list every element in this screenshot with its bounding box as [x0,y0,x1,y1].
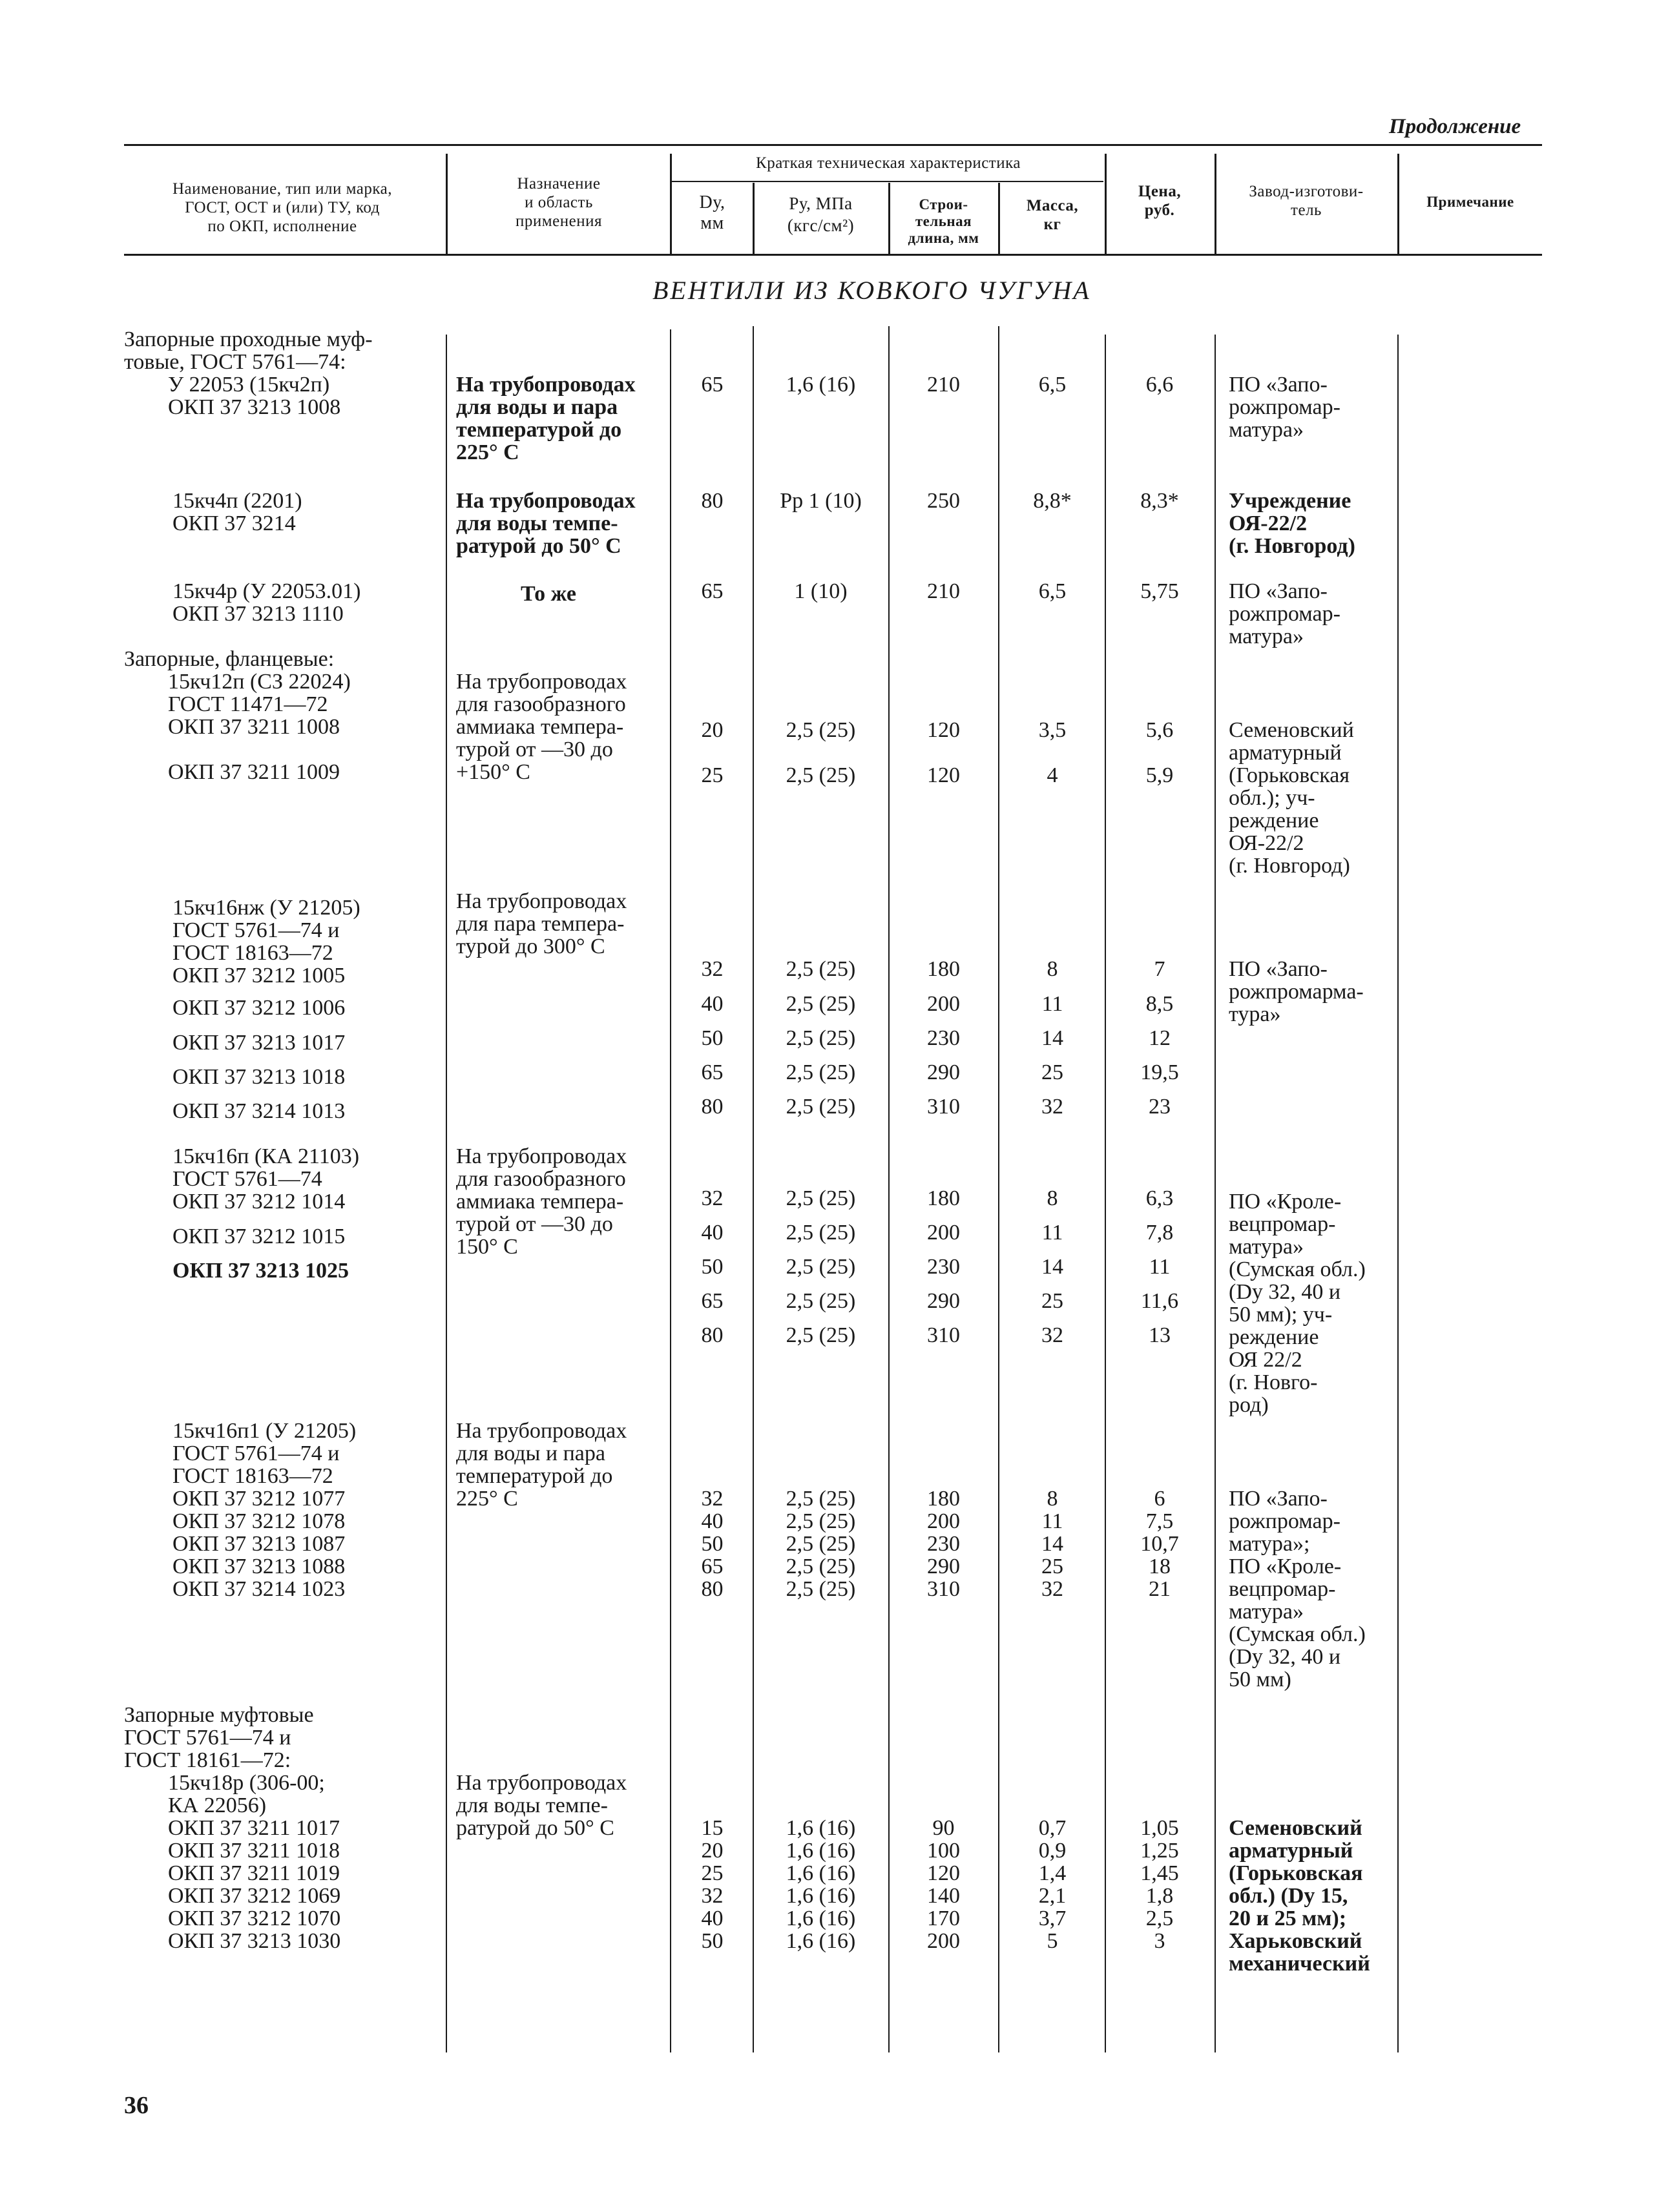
row-price: 8,5 [1145,992,1174,1016]
item-name: 15кч4р (У 22053.01) ОКП 37 3213 1110 [172,579,361,626]
header-dy: Dу, мм [699,192,725,233]
header-note: Примечание [1426,194,1514,210]
header-mass: Масса, кг [1026,197,1079,233]
row-length: 290 [927,1289,960,1313]
item-purpose: На трубопроводах для газообразного аммиака темпера- турой от —30 до +150° С [456,670,627,784]
header-top-rule [124,144,1542,146]
row-price: 6,3 [1145,1186,1174,1210]
item-price: 1,05 1,25 1,45 1,8 2,5 3 [1140,1816,1179,1953]
body-col-divider [998,326,999,2052]
row-price: 12 [1149,1026,1171,1050]
item-name: Запорные проходные муф- товые, ГОСТ 5761—74: У 22053 (15кч2п) ОКП 37 3213 1008 [124,327,373,419]
row-dy: 40 [701,1221,724,1245]
row-dy: 32 [701,1186,724,1210]
row-dy: 32 [701,957,724,981]
row-py: 2,5 (25) [786,1323,856,1347]
item-purpose: То же [521,582,576,606]
item-maker: ПО «Запо- рожпромар- матура»; ПО «Кроле- вецпромар- матура» (Сумская обл.) (Dу 32, 40 и 50 мм) [1229,1487,1366,1691]
row-dy: 40 [701,992,724,1016]
item-code: ОКП 37 3213 1018 [172,1065,346,1089]
row-length: 230 [927,1255,960,1279]
item-price: 5,6 5,9 [1145,718,1174,787]
section-title: ВЕНТИЛИ ИЗ КОВКОГО ЧУГУНА [652,276,1091,305]
continuation-label: Продолжение [1389,115,1521,138]
item-code: ОКП 37 3213 1025 [172,1259,349,1283]
row-mass: 32 [1041,1323,1063,1347]
item-length: 90 100 120 140 170 200 [927,1816,960,1953]
item-name: 15кч16п (КА 21103) ГОСТ 5761—74 ОКП 37 3212 1014 [172,1144,360,1214]
row-price: 7 [1154,957,1165,981]
row-dy: 50 [701,1255,724,1279]
item-code: ОКП 37 3212 1015 [172,1225,346,1248]
item-mass: 8 11 14 25 32 [1041,1487,1063,1601]
row-mass: 8 [1047,957,1058,981]
row-price: 7,8 [1145,1221,1174,1245]
row-length: 310 [927,1323,960,1347]
item-length: 250 [927,489,960,513]
row-py: 2,5 (25) [786,1060,856,1084]
row-dy: 80 [701,1323,724,1347]
row-dy: 65 [701,1060,724,1084]
item-purpose: На трубопроводах для пара темпера- турой до 300° С [456,889,627,958]
body-col-divider [1397,335,1399,2052]
item-name: 15кч4п (2201) ОКП 37 3214 [172,489,302,535]
item-py: 2,5 (25) 2,5 (25) 2,5 (25) 2,5 (25) 2,5 (25) [786,1487,856,1601]
row-dy: 80 [701,1095,724,1119]
header-tech: Краткая техническая характеристика [756,154,1021,172]
item-dy: 80 [701,489,724,513]
item-code: ОКП 37 3213 1017 [172,1031,346,1055]
header-py: Pу, МПа (кгс/см²) [787,194,855,235]
row-dy: 50 [701,1026,724,1050]
item-maker: ПО «Запо- рожпромар- матура» [1229,579,1340,648]
header-col-divider [446,154,448,254]
item-code: ОКП 37 3214 1013 [172,1099,346,1123]
row-mass: 8 [1047,1186,1058,1210]
row-price: 13 [1149,1323,1171,1347]
header-price: Цена, руб. [1138,183,1182,219]
row-length: 200 [927,1221,960,1245]
item-price: 6 7,5 10,7 18 21 [1140,1487,1179,1601]
item-dy: 65 [701,579,724,603]
row-py: 2,5 (25) [786,1289,856,1313]
item-dy: 15 20 25 32 40 50 [701,1816,724,1953]
item-purpose: На трубопроводах для воды темпе- ратурой до 50° С [456,489,636,558]
header-bottom-rule [124,254,1542,256]
item-name: Запорные муфтовые ГОСТ 5761—74 и ГОСТ 18161—72: 15кч18р (306-00; КА 22056) ОКП 37 3211 1017 ОКП 37 3211 1018 ОКП 37 3211 1019 ОКП 37 3212 1069 ОКП 37 3212 1070 ОКП 37 3213 1030 [124,1703,341,1953]
row-length: 180 [927,957,960,981]
item-py: 1 (10) [794,579,848,603]
item-maker: ПО «Кроле- вецпромар- матура» (Сумская обл.) (Dу 32, 40 и 50 мм); уч- реждение ОЯ 22/2 (г. Новго- род) [1229,1190,1366,1417]
row-price: 11,6 [1140,1289,1179,1313]
item-maker: Учреждение ОЯ-22/2 (г. Новгород) [1229,489,1355,558]
row-dy: 65 [701,1289,724,1313]
item-maker: ПО «Запо- рожпромарма- тура» [1229,957,1364,1026]
item-purpose: На трубопроводах для воды и пара температурой до 225° С [456,1419,627,1511]
row-py: 2,5 (25) [786,1221,856,1245]
body-col-divider [888,326,890,2052]
row-py: 2,5 (25) [786,1255,856,1279]
item-py: 1,6 (16) 1,6 (16) 1,6 (16) 1,6 (16) 1,6 (16) 1,6 (16) [786,1816,856,1953]
row-price: 11 [1149,1255,1171,1279]
item-length: 210 [927,579,960,603]
item-py: Pр 1 (10) [780,489,862,513]
item-name: 15кч16нж (У 21205) ГОСТ 5761—74 и ГОСТ 18163—72 ОКП 37 3212 1005 [172,896,360,987]
item-purpose: На трубопроводах для воды темпе- ратурой до 50° С [456,1771,627,1840]
row-py: 2,5 (25) [786,1186,856,1210]
item-dy: 20 25 [701,718,724,787]
item-length: 120 120 [927,718,960,787]
header-name: Наименование, тип или марка, ГОСТ, ОСТ и (или) ТУ, код по ОКП, исполнение [172,180,393,235]
header-maker: Завод-изготови- тель [1249,183,1364,219]
item-purpose: На трубопроводах для воды и пара температурой до 225° С [456,373,636,464]
row-length: 230 [927,1026,960,1050]
item-py: 1,6 (16) [786,373,856,397]
body-col-divider [670,329,671,2052]
tech-subheader-rule [672,181,1103,182]
header-length: Строи- тельная длина, мм [908,196,979,246]
row-mass: 25 [1041,1289,1063,1313]
item-maker: Семеновский арматурный (Горьковская обл.) (Dу 15, 20 и 25 мм); Харьковский механический [1229,1816,1370,1976]
row-length: 290 [927,1060,960,1084]
item-maker: ПО «Запо- рожпромар- матура» [1229,373,1340,442]
item-purpose: На трубопроводах для газообразного аммиака темпера- турой от —30 до 150° С [456,1144,627,1259]
item-name: 15кч16п1 (У 21205) ГОСТ 5761—74 и ГОСТ 18163—72 ОКП 37 3212 1077 ОКП 37 3212 1078 ОКП 37 3213 1087 ОКП 37 3213 1088 ОКП 37 3214 1023 [172,1419,357,1601]
row-price: 23 [1149,1095,1171,1119]
body-col-divider [446,335,447,2052]
row-mass: 14 [1041,1026,1063,1050]
row-length: 310 [927,1095,960,1119]
page-number: 36 [124,2092,149,2119]
item-dy: 32 40 50 65 80 [701,1487,724,1601]
row-mass: 11 [1041,992,1063,1016]
item-mass: 8,8* [1033,489,1072,513]
item-dy: 65 [701,373,724,397]
item-name: Запорные, фланцевые: 15кч12п (СЗ 22024) ГОСТ 11471—72 ОКП 37 3211 1008 ОКП 37 3211 1009 [124,647,351,784]
item-price: 6,6 [1145,373,1174,397]
item-mass: 0,7 0,9 1,4 2,1 3,7 5 [1038,1816,1067,1953]
item-mass: 6,5 [1038,579,1067,603]
item-mass: 6,5 [1038,373,1067,397]
body-col-divider [1215,335,1216,2052]
row-length: 180 [927,1186,960,1210]
row-length: 200 [927,992,960,1016]
item-length: 210 [927,373,960,397]
row-mass: 25 [1041,1060,1063,1084]
row-py: 2,5 (25) [786,1095,856,1119]
item-length: 180 200 230 290 310 [927,1487,960,1601]
item-mass: 3,5 4 [1038,718,1067,787]
row-mass: 14 [1041,1255,1063,1279]
row-py: 2,5 (25) [786,957,856,981]
item-maker: Семеновский арматурный (Горьковская обл.); уч- реждение ОЯ-22/2 (г. Новгород) [1229,718,1354,878]
header-purpose: Назначение и область применения [516,175,602,230]
item-py: 2,5 (25) 2,5 (25) [786,718,856,787]
row-mass: 32 [1041,1095,1063,1119]
body-col-divider [753,326,754,2052]
row-mass: 11 [1041,1221,1063,1245]
item-price: 5,75 [1140,579,1179,603]
row-py: 2,5 (25) [786,992,856,1016]
row-price: 19,5 [1140,1060,1179,1084]
item-code: ОКП 37 3212 1006 [172,996,346,1020]
item-price: 8,3* [1140,489,1179,513]
row-py: 2,5 (25) [786,1026,856,1050]
